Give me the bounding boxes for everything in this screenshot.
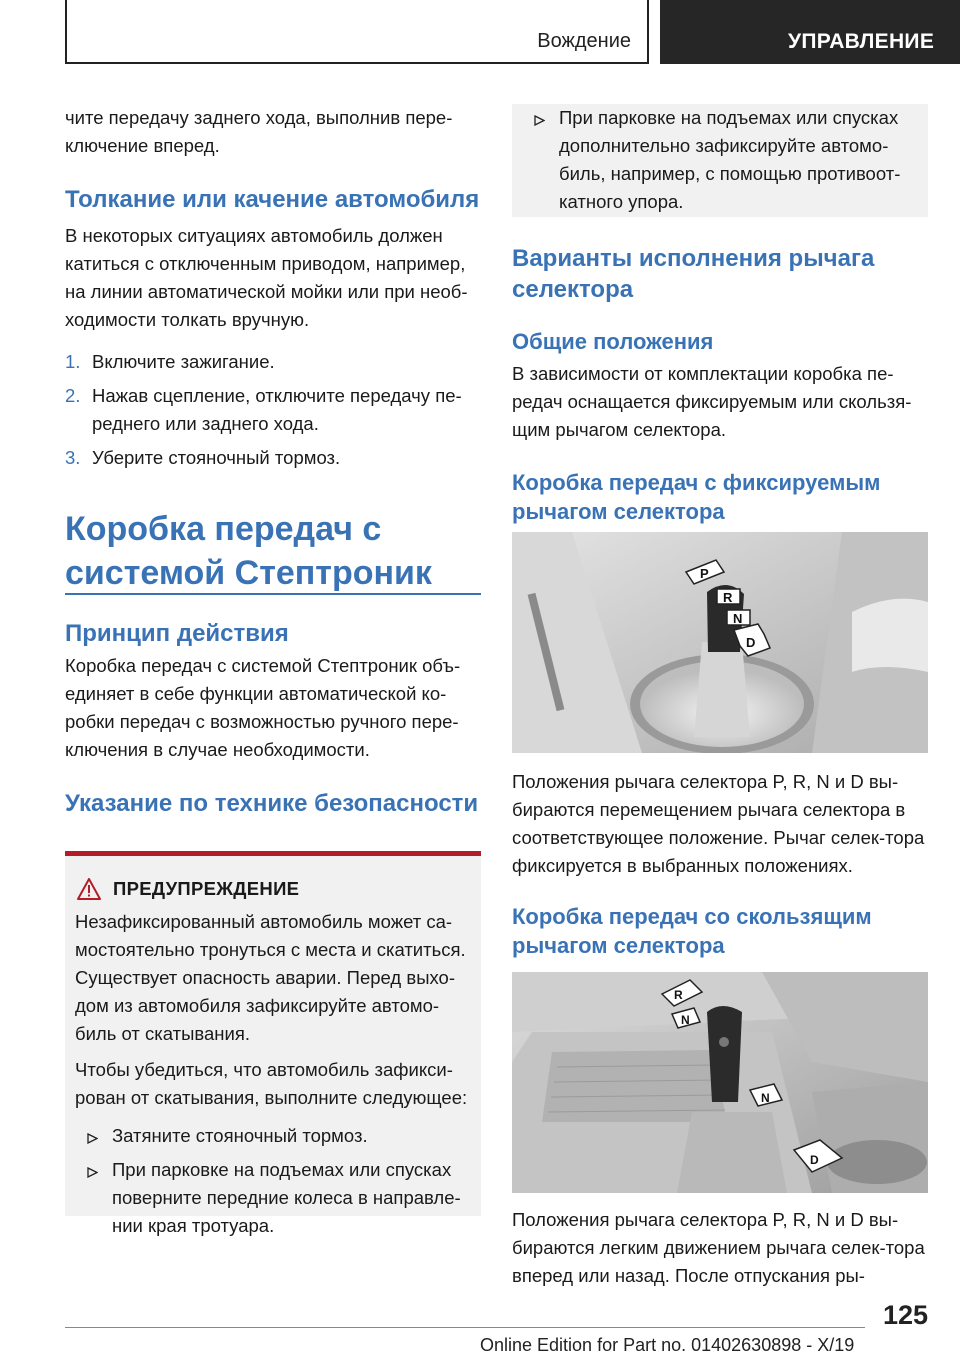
warning-text: Незафиксированный автомобиль может са-мостоятельно тронуться с места и скатиться. Существует опасность аварии. Перед выхо-дом из автомобиля зафиксируйте автомо-биль от скатывания.: [75, 911, 466, 1044]
list-item: [75, 1122, 471, 1150]
step-text: Уберите стояночный тормоз.: [92, 447, 341, 468]
principle-heading: Принцип действия: [65, 620, 289, 647]
left-column: [65, 104, 481, 472]
step-text: Нажав сцепление, отключите передачу пе-реднего или заднего хода.: [92, 385, 462, 434]
warning-triangle-icon: [77, 878, 101, 900]
sliding-lever-caption: Положения рычага селектора P, R, N и D вы-бираются легким движением рычага селек-тора вперед или назад. После отпускания ры-: [512, 1209, 925, 1286]
step-number: 2.: [65, 385, 81, 406]
bullet-text: При парковке на подъемах или спусках поверните передние колеса в направле-нии края тротуара.: [112, 1159, 461, 1236]
chapter-rule: [65, 593, 481, 595]
sliding-lever-image: [512, 972, 928, 1193]
steps-list: [65, 348, 481, 472]
header-section-title: Вождение: [537, 30, 631, 52]
push-text: В некоторых ситуациях автомобиль должен катиться с отключенным приводом, например, на линии автоматической мойки или при необ-ходимости толкать вручную.: [65, 225, 468, 330]
list-item: [75, 1156, 471, 1240]
header-chapter-tab: УПРАВЛЕНИЕ: [660, 0, 960, 64]
list-item: [65, 382, 481, 438]
variants-section: [512, 243, 928, 526]
fixed-lever-caption: Положения рычага селектора P, R, N и D вы-бираются перемещением рычага селектора в соответствующее положение. Рычаг селек-тора фиксируется в выбранных положениях.: [512, 771, 925, 876]
fixed-lever-heading: Коробка передач с фиксируемым рычагом селектора: [512, 470, 881, 524]
gear-label-n: N: [761, 1091, 770, 1105]
bullet-text: При парковке на подъемах или спусках дополнительно зафиксируйте автомо-биль, например, с помощью противоот-катного упора.: [559, 107, 901, 212]
variants-heading: Варианты исполнения рычага селектора: [512, 245, 875, 303]
chapter-heading: Коробка передач с системой Стептроник: [65, 510, 432, 592]
warning-title: ПРЕДУПРЕЖДЕНИЕ: [113, 878, 300, 899]
triangle-bullet-icon: [87, 1133, 98, 1144]
gear-label-d: D: [810, 1153, 819, 1167]
principle-text: Коробка передач с системой Стептроник объ-единяет в себе функции автоматической ко-робки передач с возможностью ручного пере-ключения в случае необходимости.: [65, 655, 461, 760]
gear-label-d: D: [746, 635, 756, 650]
triangle-bullet-icon: [534, 115, 545, 126]
general-heading: Общие положения: [512, 329, 714, 354]
intro-text: чите передачу заднего хода, выполнив пере-ключение вперед.: [65, 107, 453, 156]
list-item: [65, 444, 481, 472]
continued-warning-box: [512, 104, 928, 217]
step-number: 3.: [65, 447, 81, 468]
step-number: 1.: [65, 351, 81, 372]
list-item: [65, 348, 481, 376]
fixed-lever-image: [512, 532, 928, 753]
warning-bullet-list: [75, 1122, 471, 1240]
page-number: 125: [883, 1300, 929, 1330]
general-text: В зависимости от комплектации коробка пе-редач оснащается фиксируемым или скользя-щим рычагом селектора.: [512, 363, 912, 440]
gear-label-p: P: [700, 566, 709, 581]
principle-section: [65, 618, 481, 819]
list-item: [522, 104, 916, 216]
bullet-text: Затяните стояночный тормоз.: [112, 1125, 368, 1146]
warning-box: [65, 856, 481, 1236]
gear-label-n: N: [733, 611, 743, 626]
sliding-lever-heading: Коробка передач со скользящим рычагом селектора: [512, 904, 872, 958]
gear-label-r: R: [723, 590, 733, 605]
triangle-bullet-icon: [87, 1167, 98, 1178]
safety-heading: Указание по технике безопасности: [65, 790, 479, 817]
gear-label-r: R: [674, 988, 683, 1002]
footer-edition: Online Edition for Part no. 01402630898 - X/19: [480, 1335, 855, 1355]
warning-instructions: Чтобы убедиться, что автомобиль зафикси-рован от скатывания, выполните следующее:: [75, 1059, 468, 1108]
footer-rule: [65, 1327, 865, 1328]
push-heading: Толкание или качение автомобиля: [65, 186, 480, 213]
step-text: Включите зажигание.: [92, 351, 275, 372]
header-section-box: [65, 0, 649, 64]
gear-label-n: N: [681, 1013, 690, 1027]
